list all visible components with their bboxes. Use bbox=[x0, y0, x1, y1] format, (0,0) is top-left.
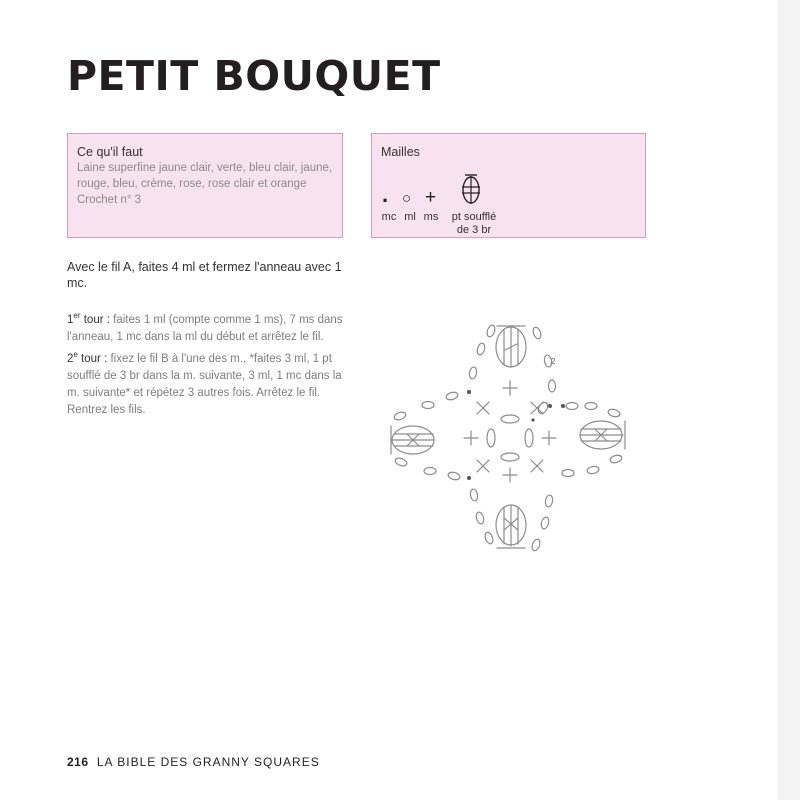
page-edge bbox=[778, 0, 800, 800]
materials-hook: Crochet n° 3 bbox=[77, 194, 142, 206]
puff-stitch-top bbox=[496, 326, 526, 367]
puff-stitch-bottom bbox=[496, 505, 526, 548]
stitches-heading: Mailles bbox=[381, 145, 420, 159]
materials-box bbox=[67, 133, 343, 238]
round-2-text: fixez le fil B à l'une des m., *faites 3 ml, 1 pt soufflé de 3 br dans la m. suivante, 3 ml, 1 mc dans la m. suivante* et répétez 3 autres fois. Arrêtez le fil. Rentrez les fils. bbox=[67, 352, 342, 416]
round-1-word: tour : bbox=[80, 313, 110, 326]
chain-label: ml bbox=[404, 211, 416, 223]
round-2-number: 2 bbox=[67, 352, 74, 365]
book-title: LA BIBLE DES GRANNY SQUARES bbox=[96, 755, 320, 769]
round-2-sup: e bbox=[73, 349, 78, 359]
round-1-number: 1 bbox=[67, 313, 74, 326]
round-1-sup: er bbox=[73, 311, 81, 320]
round-1-stitches bbox=[464, 381, 556, 482]
chain-stitches bbox=[393, 324, 623, 552]
round-1 bbox=[67, 307, 349, 346]
instructions bbox=[67, 307, 349, 419]
chain-symbol: ○ bbox=[402, 190, 412, 207]
slip-stitch-symbol: . bbox=[382, 182, 389, 207]
round-2-word: tour : bbox=[77, 352, 108, 365]
round-2 bbox=[67, 346, 349, 419]
puff-stitch-icon bbox=[456, 172, 486, 208]
puff-stitch-left bbox=[391, 426, 434, 454]
puff-stitch-right bbox=[580, 421, 625, 449]
puff-stitch-label: pt soufflé bbox=[451, 211, 497, 223]
crochet-diagram bbox=[385, 318, 631, 558]
round-marker: 2 bbox=[551, 357, 556, 366]
single-crochet-symbol: + bbox=[425, 187, 437, 208]
slip-stitch-label: mc bbox=[381, 211, 397, 223]
single-crochet-label: ms bbox=[423, 211, 439, 223]
puff-stitch-label-2: de 3 br bbox=[456, 224, 492, 236]
page-number: 216 bbox=[67, 755, 89, 769]
page-title: PETIT BOUQUET bbox=[67, 52, 441, 100]
materials-heading: Ce qu'il faut bbox=[77, 145, 143, 159]
page-footer bbox=[67, 755, 320, 769]
stitches-box bbox=[371, 133, 646, 238]
intro-text: Avec le fil A, faites 4 ml et fermez l'anneau avec 1 mc. bbox=[67, 260, 342, 290]
round-2-label bbox=[67, 349, 108, 365]
materials-yarn: Laine superfine jaune clair, verte, bleu clair, jaune, rouge, bleu, crème, rose, rose clair et orange bbox=[77, 162, 333, 190]
round-1-text: faites 1 ml (compte comme 1 ms), 7 ms dans l'anneau, 1 mc dans la ml du début et arrêtez le fil. bbox=[67, 313, 343, 343]
round-1-label bbox=[67, 311, 110, 326]
